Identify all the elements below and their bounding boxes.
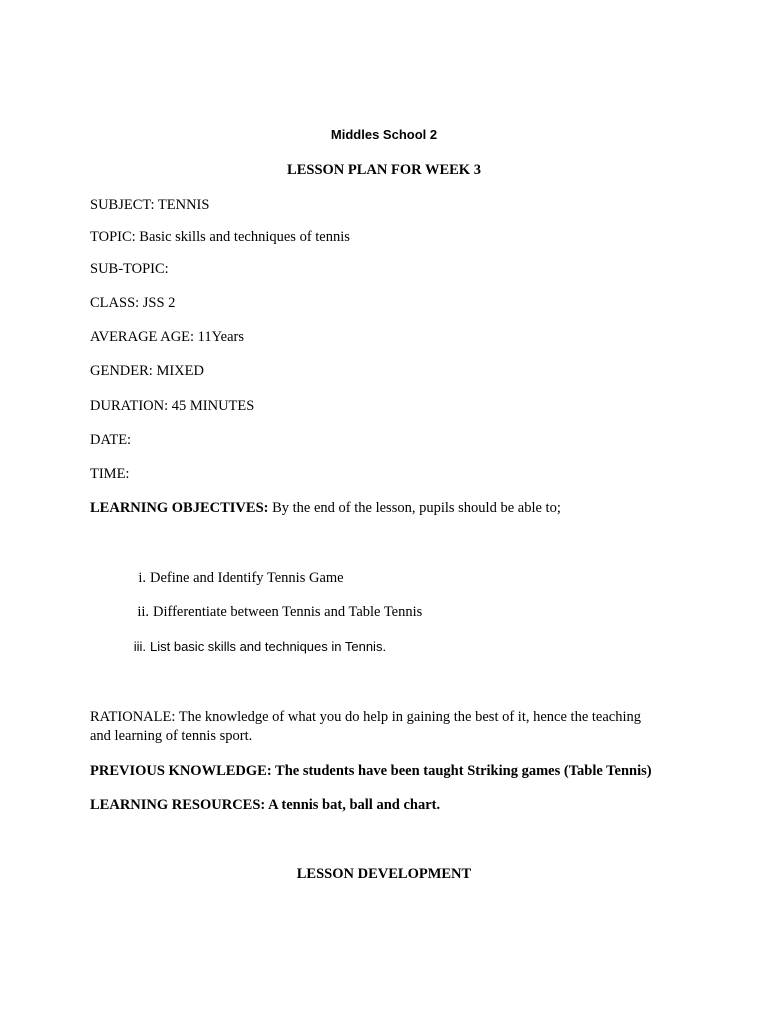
objective-text: List basic skills and techniques in Tennis. bbox=[150, 639, 387, 654]
sub-topic-field: SUB-TOPIC: bbox=[90, 261, 169, 277]
section-heading: LESSON DEVELOPMENT bbox=[296, 866, 472, 882]
topic-field: TOPIC: Basic skills and techniques of tennis bbox=[90, 229, 350, 245]
learning-resources: LEARNING RESOURCES: A tennis bat, ball and chart. bbox=[90, 797, 441, 813]
objective-number: ii. bbox=[137, 604, 149, 620]
objective-number: iii. bbox=[133, 639, 146, 654]
objective-text: Differentiate between Tennis and Table Tennis bbox=[153, 604, 423, 620]
gender-field: GENDER: MIXED bbox=[90, 363, 204, 379]
duration-field: DURATION: 45 MINUTES bbox=[90, 398, 255, 414]
plan-title: LESSON PLAN FOR WEEK 3 bbox=[287, 162, 481, 178]
objective-item bbox=[118, 569, 344, 587]
objective-item bbox=[118, 638, 386, 656]
subject-field: SUBJECT: TENNIS bbox=[90, 197, 210, 213]
previous-knowledge: PREVIOUS KNOWLEDGE: The students have been taught Striking games (Table Tennis) bbox=[90, 763, 652, 779]
learning-objectives-intro: By the end of the lesson, pupils should be able to; bbox=[268, 500, 561, 516]
class-field: CLASS: JSS 2 bbox=[90, 295, 176, 311]
average-age-field: AVERAGE AGE: 11Years bbox=[90, 329, 245, 345]
objective-number: i. bbox=[138, 570, 146, 586]
objective-text: Define and Identify Tennis Game bbox=[150, 570, 344, 586]
time-field: TIME: bbox=[90, 466, 130, 482]
objective-item bbox=[118, 603, 422, 621]
learning-objectives bbox=[90, 499, 561, 517]
date-field: DATE: bbox=[90, 432, 132, 448]
learning-objectives-label: LEARNING OBJECTIVES: bbox=[90, 500, 269, 516]
rationale-paragraph: RATIONALE: The knowledge of what you do help in gaining the best of it, hence the teaching and learning of tennis sport. bbox=[90, 709, 641, 744]
school-name: Middles School 2 bbox=[330, 127, 438, 142]
